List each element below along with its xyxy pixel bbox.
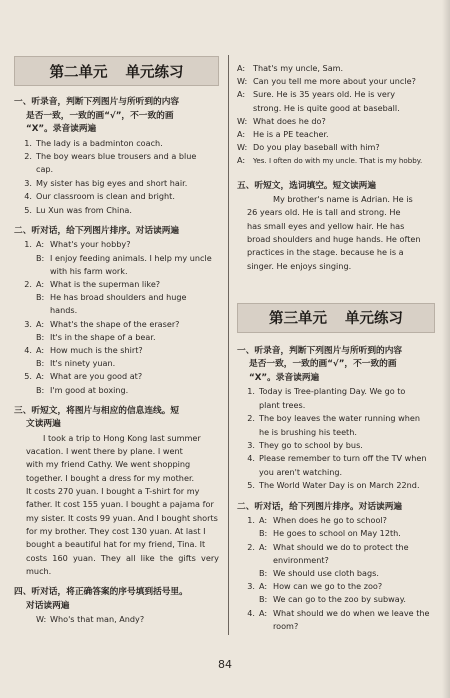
right-column xyxy=(237,62,435,633)
list-item: 3. They go to school by bus. xyxy=(247,440,363,451)
section-heading: 一、听录音，判断下列图片与所听到的内容 是否一致，一致的画“√”，不一致的画 “X”。录音读两遍 xyxy=(14,97,180,134)
dialogue-line: B: He has broad shoulders and huge xyxy=(36,292,187,303)
section-heading: 一、听录音，判断下列图片与所听到的内容 是否一致，一致的画“√”，不一致的画 “X”。录音读两遍 xyxy=(237,345,403,383)
dialogue-line: hands. xyxy=(50,305,78,316)
dialogue-line: B: I'm good at boxing. xyxy=(36,384,129,395)
dialogue-line: 5. A: What are you good at? xyxy=(24,371,143,382)
unit2-section-2 xyxy=(14,225,219,397)
list-item: 3. My sister has big eyes and short hair. xyxy=(24,177,188,188)
dialogue-line: B: He goes to school on May 12th. xyxy=(259,528,401,539)
section-heading: 三、听短文，将图片与相应的信息连线。短 文读两遍 xyxy=(14,405,180,430)
dialogue-line: 4. A: What should we do when we leave the xyxy=(247,607,430,618)
list-item: plant trees. xyxy=(259,399,306,410)
dialogue-line: 1. A: When does he go to school? xyxy=(247,515,387,526)
list-item: 5. Lu Xun was from China. xyxy=(24,204,132,215)
dialogue-line: B: It's ninety yuan. xyxy=(36,358,116,369)
section-heading: 四、听对话，将正确答案的序号填到括号里。 对话读两遍 xyxy=(14,587,188,611)
list-item: he is brushing his teeth. xyxy=(259,426,357,437)
unit3-title-name: 单元练习 xyxy=(345,310,403,328)
page-number: 84 xyxy=(218,658,232,671)
dialogue-line: 4. A: How much is the shirt? xyxy=(24,345,143,356)
dialogue-line: W: What does he do? xyxy=(237,115,326,126)
dialogue xyxy=(14,238,219,396)
list-item: 4. Our classroom is clean and bright. xyxy=(24,191,175,202)
list-item: 4. Please remember to turn off the TV when xyxy=(247,453,427,464)
passage: My brother's name is Adrian. He is 26 years old. He is tall and strong. He has small eyes and yellow hair. He has broad shoulders and huge hands. He often practices in the stage. because he is a singer. He enjoys singing. xyxy=(247,194,421,271)
dialogue-line: room? xyxy=(273,620,299,631)
dialogue-line: with his farm work. xyxy=(50,265,128,276)
unit3-title xyxy=(237,303,435,333)
dialogue-line: W: Do you play baseball with him? xyxy=(237,142,380,153)
unit3-section-2 xyxy=(237,501,435,633)
dialogue-line: 3. A: What's the shape of the eraser? xyxy=(24,318,180,329)
dialogue-line: strong. He is quite good at baseball. xyxy=(253,102,400,113)
list-item: 5. The World Water Day is on March 22nd. xyxy=(247,480,420,491)
column-divider xyxy=(228,55,229,635)
list-item: 2. The boy wears blue trousers and a blue xyxy=(24,150,197,161)
dialogue-line: W: Who's that man, Andy? xyxy=(36,614,145,625)
unit2-title-name: 单元练习 xyxy=(125,63,184,81)
dialogue-line: B: It's in the shape of a bear. xyxy=(36,331,156,342)
dialogue-line: 3. A: How can we go to the zoo? xyxy=(247,581,383,592)
dialogue-line: A: That's my uncle, Sam. xyxy=(237,63,344,73)
list-item: 1. Today is Tree-planting Day. We go to xyxy=(247,386,406,397)
dialogue-line: 1. A: What's your hobby? xyxy=(24,239,131,250)
passage: I took a trip to Hong Kong last summer vacation. I went there by plane. I went with my friend Cathy. We went shopping together. I bought a dress for my mother. It costs 270 yuan. I bought a T-shirt for my father. It cost 155 yuan. I bought a pajama for my sister. It costs 99 yuan. And I bought shorts for my brother. They cost 130 yuan. At last I bought a beautiful hat for my friend, Tina. It costs 160 yuan. They all like the gifts very much. xyxy=(26,432,219,576)
dialogue xyxy=(14,613,219,626)
unit2-section-4 xyxy=(14,586,219,626)
list-item: you aren't watching. xyxy=(259,466,343,477)
dialogue-line: B: We should use cloth bags. xyxy=(259,567,379,578)
section-heading: 二、听对话，给下列图片排序。对话读两遍 xyxy=(14,225,180,236)
dialogue-line: A: Sure. He is 35 years old. He is very xyxy=(237,89,395,100)
list-item: 1. The lady is a badminton coach. xyxy=(24,137,163,148)
unit2-title xyxy=(14,56,219,86)
dialogue-line: B: We can go to the zoo by subway. xyxy=(259,594,406,605)
dialogue-line: 2. A: What should we do to protect the xyxy=(247,541,409,552)
unit2-section-3 xyxy=(14,405,219,578)
dialogue-line: 2. A: What is the superman like? xyxy=(24,279,161,290)
dialogue-line: B: I enjoy feeding animals. I help my uncle xyxy=(36,252,212,263)
unit2-title-unit: 第二单元 xyxy=(49,63,108,81)
unit3-section-1 xyxy=(237,345,435,493)
list-item: cap. xyxy=(36,164,54,175)
list-item: 2. The boy leaves the water running when xyxy=(247,413,420,424)
section-heading: 五、听短文，选词填空。短文读两遍 xyxy=(237,180,376,191)
page-edge-shadow xyxy=(442,0,450,698)
left-column xyxy=(14,52,219,626)
dialogue-line: environment? xyxy=(273,554,329,565)
section-heading: 二、听对话，给下列图片排序。对话读两遍 xyxy=(237,501,403,512)
dialogue-continued xyxy=(237,62,435,168)
dialogue-line: W: Can you tell me more about your uncle? xyxy=(237,76,416,87)
unit2-section-1 xyxy=(14,96,219,217)
unit2-section-5 xyxy=(237,180,435,273)
unit3-title-unit: 第三单元 xyxy=(269,310,327,328)
dialogue-line: A: Yes. I often do with my uncle. That is my hobby. xyxy=(237,155,423,166)
dialogue-line: A: He is a PE teacher. xyxy=(237,129,329,140)
dialogue xyxy=(237,514,435,633)
